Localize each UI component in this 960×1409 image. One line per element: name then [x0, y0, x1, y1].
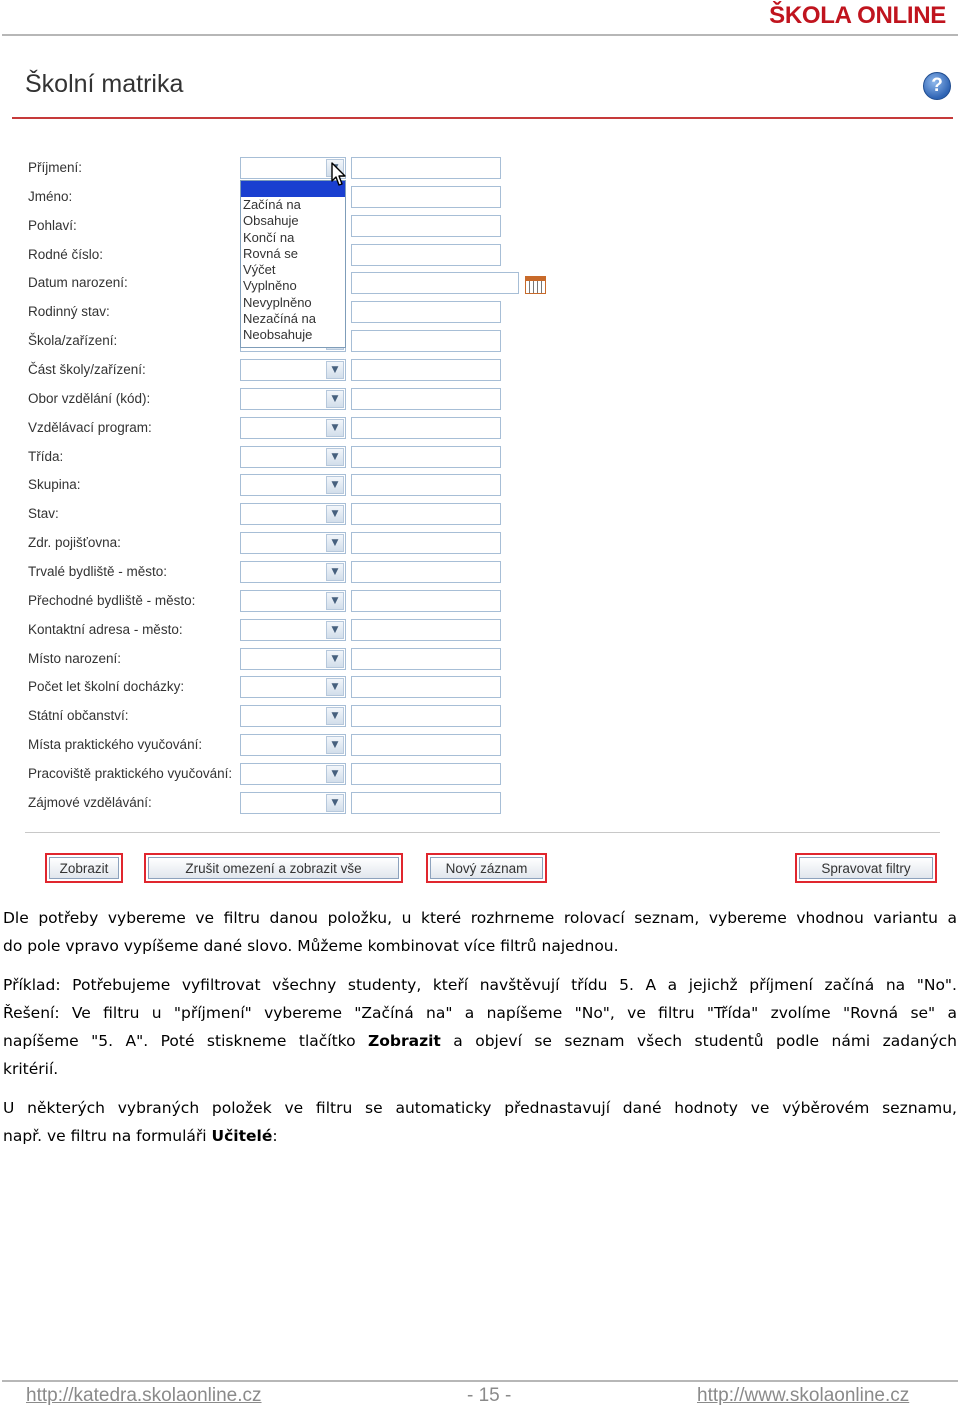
reset-filter-button[interactable] [144, 853, 403, 883]
filter-label: Místa praktického vyučování: [28, 737, 203, 752]
filter-value-input[interactable] [351, 705, 501, 727]
filter-value-input[interactable] [351, 417, 501, 439]
filter-value-input[interactable] [351, 590, 501, 612]
filter-operator-select[interactable] [240, 561, 346, 583]
chevron-down-icon[interactable]: ▼ [326, 621, 344, 639]
filter-label: Třída: [28, 449, 64, 464]
dropdown-option[interactable]: Nezačíná na [243, 311, 316, 327]
chevron-down-icon[interactable]: ▼ [326, 563, 344, 581]
filter-label: Zdr. pojišťovna: [28, 535, 121, 550]
text-span: a objeví se seznam všech studentů podle námi zadaných [440, 1032, 957, 1050]
filter-value-input[interactable] [351, 388, 501, 410]
filter-label: Škola/zařízení: [28, 333, 118, 348]
chevron-down-icon[interactable]: ▼ [326, 592, 344, 610]
chevron-down-icon[interactable]: ▼ [326, 361, 344, 379]
filter-operator-dropdown[interactable] [240, 180, 346, 348]
filter-value-input[interactable] [351, 244, 501, 266]
text-span: např. ve filtru na formuláři [3, 1127, 212, 1145]
footer-rule [2, 1380, 958, 1382]
chevron-down-icon[interactable]: ▼ [326, 534, 344, 552]
dropdown-option[interactable]: Začíná na [243, 197, 301, 212]
filter-operator-select[interactable] [240, 359, 346, 381]
chevron-down-icon[interactable]: ▼ [326, 419, 344, 437]
filter-operator-select[interactable] [240, 503, 346, 525]
show-button-label: Zobrazit [49, 857, 119, 879]
filter-label: Jméno: [28, 189, 73, 204]
filter-label: Obor vzdělání (kód): [28, 391, 151, 406]
manage-filters-button-label: Spravovat filtry [799, 857, 933, 879]
chevron-down-icon[interactable]: ▼ [326, 794, 344, 812]
chevron-down-icon[interactable]: ▼ [326, 650, 344, 668]
footer-left-link[interactable]: http://katedra.skolaonline.cz [26, 1385, 262, 1406]
text-line: Řešení: Ve filtru u "příjmení" vybereme "Začíná na" a napíšeme "No", ve filtru "Třída" zvolíme "Rovná se" a [3, 1004, 957, 1022]
filter-value-input[interactable] [351, 272, 519, 294]
filter-label: Trvalé bydliště - město: [28, 564, 168, 579]
filter-operator-select[interactable] [240, 619, 346, 641]
filter-label: Počet let školní docházky: [28, 679, 185, 694]
filter-label: Datum narození: [28, 275, 128, 290]
filter-label: Část školy/zařízení: [28, 362, 146, 377]
filter-operator-select[interactable] [240, 705, 346, 727]
chevron-down-icon[interactable]: ▼ [326, 476, 344, 494]
reset-filter-button-label: Zrušit omezení a zobrazit vše [148, 857, 399, 879]
chevron-down-icon[interactable]: ▼ [326, 505, 344, 523]
text-bold: Učitelé [211, 1127, 273, 1145]
filter-operator-select[interactable] [240, 446, 346, 468]
help-icon[interactable]: ? [923, 72, 951, 100]
filter-label: Místo narození: [28, 651, 122, 666]
manage-filters-button[interactable] [795, 853, 937, 883]
filter-value-input[interactable] [351, 157, 501, 179]
header-rule [2, 34, 958, 36]
filter-value-input[interactable] [351, 561, 501, 583]
filter-value-input[interactable] [351, 359, 501, 381]
filter-label: Přechodné bydliště - město: [28, 593, 196, 608]
filter-label: Pohlaví: [28, 218, 77, 233]
filter-operator-select[interactable] [240, 417, 346, 439]
filter-operator-select[interactable] [240, 648, 346, 670]
page-title: Školní matrika [25, 70, 184, 98]
chevron-down-icon[interactable]: ▼ [326, 390, 344, 408]
paragraph-note [3, 1094, 957, 1150]
text-line: U některých vybraných položek ve filtru se automaticky přednastavují dané hodnoty ve výběrovém seznamu, [3, 1099, 957, 1117]
new-record-button[interactable] [426, 853, 547, 883]
filter-value-input[interactable] [351, 503, 501, 525]
dropdown-option[interactable]: Končí na [243, 229, 295, 245]
chevron-down-icon[interactable]: ▼ [326, 448, 344, 466]
show-button[interactable] [45, 853, 123, 883]
dropdown-option[interactable]: Vyplněno [243, 278, 297, 294]
filter-operator-select[interactable] [240, 474, 346, 496]
filter-value-input[interactable] [351, 330, 501, 352]
filter-value-input[interactable] [351, 792, 501, 814]
filter-value-input[interactable] [351, 648, 501, 670]
filter-value-input[interactable] [351, 763, 501, 785]
dropdown-option[interactable]: Neobsahuje [243, 327, 313, 343]
footer-right-link[interactable]: http://www.skolaonline.cz [697, 1385, 910, 1406]
filter-value-input[interactable] [351, 446, 501, 468]
text-line [3, 1122, 957, 1150]
filter-label: Kontaktní adresa - město: [28, 622, 183, 637]
brand-logo: ŠKOLA ONLINE [769, 2, 946, 29]
text-line: do pole vpravo vypíšeme dané slovo. Můžeme kombinovat více filtrů najednou. [3, 937, 619, 955]
filter-label: Rodné číslo: [28, 247, 104, 262]
filter-label: Rodinný stav: [28, 304, 110, 319]
dropdown-option[interactable]: Rovná se [243, 245, 298, 261]
button-bar-rule [25, 832, 940, 833]
filter-label: Pracoviště praktického vyučování: [28, 766, 233, 781]
dropdown-option[interactable]: Obsahuje [243, 213, 299, 229]
chevron-down-icon[interactable]: ▼ [326, 707, 344, 725]
paragraph-intro [3, 904, 957, 960]
text-line [3, 1027, 957, 1055]
text-bold: Zobrazit [368, 1032, 441, 1050]
filter-label: Vzdělávací program: [28, 420, 152, 435]
filter-value-input[interactable] [351, 301, 501, 323]
chevron-down-icon[interactable]: ▼ [326, 765, 344, 783]
page-number: - 15 - [467, 1385, 512, 1406]
text-span: napíšeme "5. A". Poté stiskneme tlačítko [3, 1032, 369, 1050]
filter-value-input[interactable] [351, 532, 501, 554]
dropdown-selected-row[interactable] [241, 181, 345, 197]
chevron-down-icon[interactable]: ▼ [326, 678, 344, 696]
filter-value-input[interactable] [351, 619, 501, 641]
new-record-button-label: Nový záznam [430, 857, 543, 879]
filter-label: Zájmové vzdělávání: [28, 795, 152, 810]
filter-operator-select[interactable] [240, 676, 346, 698]
text-line: kritérií. [3, 1060, 59, 1078]
filter-operator-select[interactable] [240, 734, 346, 756]
filter-label: Příjmení: [28, 160, 83, 175]
chevron-down-icon[interactable]: ▼ [326, 736, 344, 754]
text-span: : [272, 1127, 278, 1145]
dropdown-option[interactable]: Nevyplněno [243, 294, 312, 310]
filter-value-input[interactable] [351, 676, 501, 698]
filter-operator-select[interactable] [240, 388, 346, 410]
filter-value-input[interactable] [351, 186, 501, 208]
filter-operator-select[interactable] [240, 532, 346, 554]
filter-value-input[interactable] [351, 215, 501, 237]
filter-label: Stav: [28, 506, 59, 521]
filter-operator-select[interactable] [240, 590, 346, 612]
filter-value-input[interactable] [351, 734, 501, 756]
calendar-icon[interactable] [525, 276, 546, 294]
filter-label: Skupina: [28, 477, 81, 492]
filter-value-input[interactable] [351, 474, 501, 496]
mouse-cursor-icon [331, 162, 347, 188]
filter-operator-select[interactable] [240, 792, 346, 814]
text-line: Dle potřeby vybereme ve filtru danou položku, u které rozhrneme rolovací seznam, vybereme vhodnou variantu a [3, 909, 957, 927]
dropdown-option[interactable]: Výčet [243, 262, 276, 278]
filter-label: Státní občanství: [28, 708, 129, 723]
title-rule [12, 117, 953, 119]
paragraph-example [3, 971, 957, 1083]
filter-operator-select[interactable] [240, 763, 346, 785]
text-line: Příklad: Potřebujeme vyfiltrovat všechny studenty, kteří navštěvují třídu 5. A a jejichž příjmení začíná na "No". [3, 976, 957, 994]
